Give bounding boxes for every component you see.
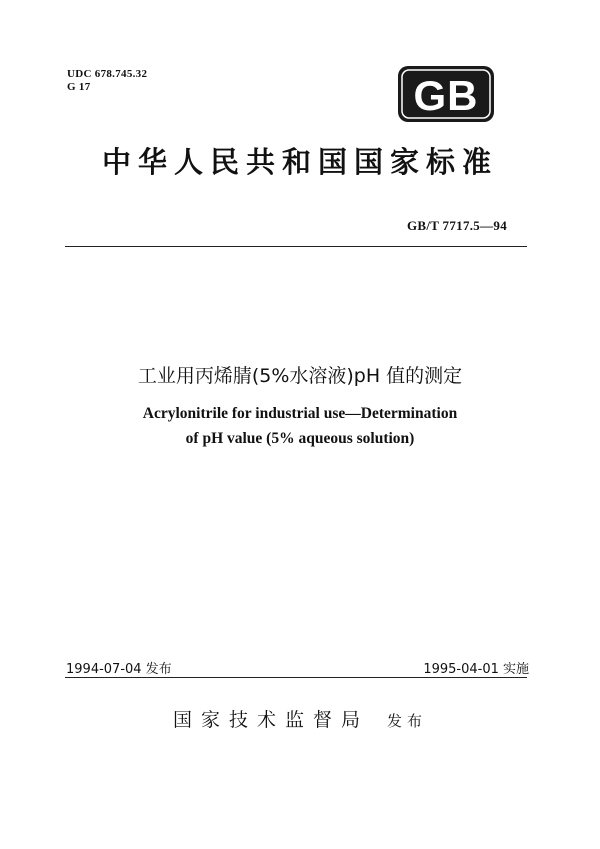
issue-date: 1994-07-04 发布 (66, 662, 172, 677)
classification-code: G 17 (67, 81, 91, 93)
gb-logo-text: GB (413, 72, 479, 119)
issuer-suffix: 发布 (387, 712, 428, 730)
bottom-divider (65, 677, 527, 678)
gb-logo (398, 66, 494, 122)
udc-code: UDC 678.745.32 (67, 68, 148, 80)
standard-number: GB/T 7717.5—94 (406, 218, 507, 233)
title-chinese: 工业用丙烯腈(5%水溶液)pH 值的测定 (137, 365, 463, 387)
implementation-date: 1995-04-01 实施 (423, 662, 529, 677)
issuer-line (0, 705, 600, 732)
national-standard-heading: 中华人民共和国国家标准 (101, 145, 498, 179)
title-english-line-2: of pH value (5% aqueous solution) (185, 430, 415, 447)
top-divider (65, 246, 527, 247)
title-english-line-1: Acrylonitrile for industrial use—Determination (142, 405, 458, 422)
issuer-organization: 国家技术监督局 (172, 709, 369, 731)
